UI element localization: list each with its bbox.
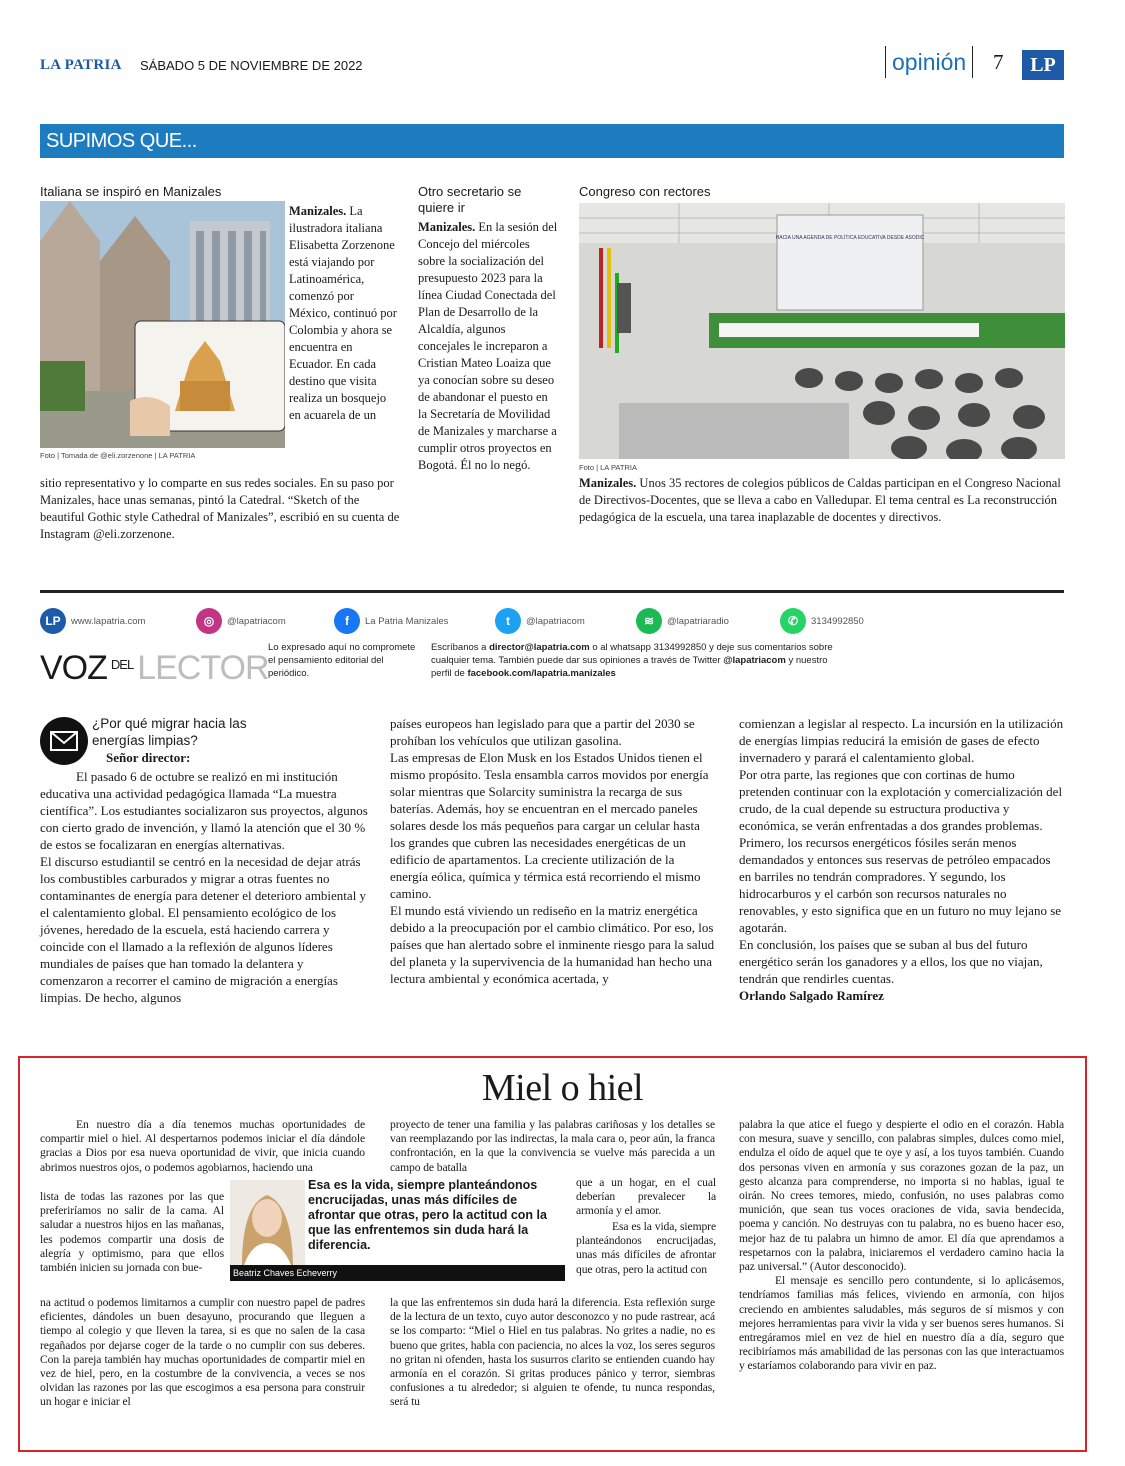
item1-lead: Manizales. [289, 204, 347, 218]
letter-paragraph: El pasado 6 de octubre se realizó en mi institución educativa una actividad pedagógica llamada “La muestra científica”. Los estudiantes socializaron sus proyectos, algunos con cierto grado de invención, y llamó la atención que el 30 % de estos se focalizaran en energías alternativas. [40, 769, 368, 852]
item2-lead: Manizales. [418, 220, 476, 234]
author-name: Beatriz Chaves Echeverry [230, 1265, 565, 1281]
contact-twitter[interactable]: @lapatriacom [723, 655, 786, 666]
social-label: @lapatriacom [526, 615, 585, 627]
voz-disclaimer: Lo expresado aquí no compromete el pensamiento editorial del periódico. [268, 642, 416, 679]
item2-text: En la sesión del Concejo del miércoles sobre la socialización del presupuesto 2023 para la línea Ciudad Conectada del Plan de Desarrollo de la Alcaldía, algunos concejales le increparon a Cristian Mateo Loaiza que ya conocían sobre su deseo de abandonar el puesto en la Secretaría de Movilidad de Manizales y marcharse a cumplir otros proyectos en Bogotá. Él no lo negó. [418, 220, 558, 472]
social-spotify[interactable] [636, 608, 729, 634]
social-label: La Patria Manizales [365, 615, 449, 627]
pull-quote: Esa es la vida, siempre planteándonos encrucijadas, unas más difíciles de afrontar que otras, pero la actitud con la que las enfrentemos sin duda hará la diferencia. [308, 1178, 547, 1252]
letter-paragraph: países europeos han legislado para que a partir del 2030 se prohíban los vehículos que utilizan gasolina. [390, 716, 695, 748]
supimos-banner: SUPIMOS QUE... [40, 124, 1064, 158]
twitter-icon: t [495, 608, 521, 634]
item3-photo-credit: Foto | LA PATRIA [579, 463, 637, 472]
page-number: 7 [993, 50, 1004, 74]
social-whatsapp[interactable] [780, 608, 864, 634]
social-facebook[interactable] [334, 608, 448, 634]
envelope-icon [40, 717, 88, 765]
contact-email[interactable]: director@lapatria.com [489, 642, 590, 653]
column-text: El mensaje es sencillo pero contundente, si lo aplicásemos, tendríamos familias más felices, viviendo en armonía, con hijos creciendo en ambientes saludables, más seguros de sí mismos y con mejores herramientas para vivir la vida y ser buenos seres humanos. Si entregáramos miel en vez de hiel en nuestro día a día, seguro que recibiríamos más amabilidad de las personas con las que interactuamos y estaríamos colaborando para vivir en paz. [739, 1274, 1064, 1373]
congress-photo [579, 203, 1065, 459]
column-text: na actitud o podemos limitarnos a cumplir con nuestro papel de padres eficientes, dándoles un buen desayuno, procurando que lleguen a tiempo al colegio y que lleven la tarea, si es que no salen de la casa regañados por dejarse coger de la tarde o no cumplir con sus deberes. Con la pareja también hay muchas oportunidades de compartir miel en vez de hiel, pero, en la costumbre de la convivencia, a veces se nos olvidan las razones por las que escogimos a esa persona para construir un hogar e iniciar el [40, 1296, 365, 1409]
item2-title: Otro secretario se quiere ir [418, 184, 522, 215]
column-text: En nuestro día a día tenemos muchas oportunidades de compartir miel o hiel. Al despertarnos podemos iniciar el día dándole gracias a Dios por esa nueva oportunidad de vivir, que inicia cuando abrimos nuestros ojos, o podemos agobiarnos, haciendo una [40, 1118, 365, 1174]
column-text: proyecto de tener una familia y las palabras cariñosas y los detalles se van reemplazando por las indirectas, la mala cara o, peor aún, la franca confrontación, en la que la convivencia se vuelve más parecida a un campo de batalla [390, 1118, 715, 1174]
letter-title: ¿Por qué migrar hacia las energías limpias? [92, 716, 247, 748]
column-text: la que las enfrentemos sin duda hará la diferencia. Esta reflexión surge de la lectura de un texto, cuyo autor desconozco y no pude rastrear, acá se los comparto: “Miel o Hiel en tus palabras. No grites a nadie, no es bueno que grites, habla con paciencia, no alces la voz, los seres seguros no gritan ni ofenden, hasta los susurros clarito se entienden cuando hay armonía en el corazón. Si gritas produces pánico y terror, siembras confusiones a tu alrededor; si alguien te ofende, tu nunca respondas, será tu [390, 1296, 715, 1409]
voz-contact [431, 641, 841, 680]
item1-text-wide: sitio representativo y lo comparte en sus redes sociales. En su paso por Manizales, hace unas semanas, pintó la Catedral. “Sketch of the beautiful Gothic style Cathedral of Manizales”, escribió en su cuenta de Instagram @eli.zorzenone. [40, 476, 400, 541]
contact-facebook[interactable]: facebook.com/lapatria.manizales [467, 668, 616, 679]
item3-lead: Manizales. [579, 476, 637, 490]
social-label: 3134992850 [811, 615, 864, 627]
column-title: Miel o hiel [481, 1067, 644, 1109]
del-word: DEL [110, 657, 134, 672]
facebook-icon: f [334, 608, 360, 634]
contact-text: o al whatsapp 3134992850 y deje sus comentarios sobre cualquier tema. También puede dar sus opiniones a través de Twitter [431, 642, 833, 666]
social-instagram[interactable] [196, 608, 286, 634]
whatsapp-icon: ✆ [780, 608, 806, 634]
column-text: Esa es la vida, siempre planteándonos encrucijadas, unas más difíciles de afrontar que otras, pero la actitud con [576, 1220, 716, 1276]
letter-paragraph: El mundo está viviendo un rediseño en la matriz energética debido a la preocupación por el cambio climático. Por eso, los países que han alertado sobre el inminente riesgo para la salud del planeta y la supervivencia de la humanidad han hecho una lectura ambiental y económica acertada, y [390, 903, 715, 986]
letter-salutation: Señor director: [106, 750, 191, 765]
item3-text: Unos 35 rectores de colegios públicos de Caldas participan en el Congreso Nacional de Directivos-Docentes, que se lleva a cabo en Valledupar. El tema central es La reconstrucción pedagógica de la escuela, una tarea inaplazable de docentes y directivos. [579, 476, 1061, 524]
item3-title: Congreso con rectores [579, 184, 711, 199]
issue-date: SÁBADO 5 DE NOVIEMBRE DE 2022 [140, 58, 363, 73]
social-label: www.lapatria.com [71, 615, 146, 627]
social-label: @lapatriaradio [667, 615, 729, 627]
lp-icon: LP [40, 608, 66, 634]
column-text: que a un hogar, en el cual deberían prevalecer la armonía y el amor. [576, 1176, 716, 1218]
section-name: opinión [885, 46, 973, 78]
contact-text: y nuestro perfil de [431, 655, 828, 679]
letter-paragraph: Las empresas de Elon Musk en los Estados Unidos tienen el mismo propósito. Tesla ensambla carros movidos por energía solar mientras que Solarcity suministra la recarga de sus baterías. Además, hoy se encuentran en el mercado paneles solares desde los más pequeños para cargar un celular hasta los grandes que cubren las necesidades energéticas de un edificio de apartamentos. La creciente utilización de la energía eólica, química y térmica está recorriendo el mismo camino. [390, 750, 709, 901]
voz-word: VOZ [40, 649, 107, 687]
voz-del-lector-logo [40, 646, 269, 687]
section-divider [40, 590, 1064, 593]
column-text: lista de todas las razones por las que preferiríamos no salir de la cama. Al saludar a nuestros hijos en las mañanas, les podemos compartir una dosis de alegría y optimismo, para que ellos también inicien su jornada con bue- [40, 1190, 224, 1275]
cathedral-sketch-photo [40, 201, 285, 448]
letter-paragraph: comienzan a legislar al respecto. La incursión en la utilización de energías limpias reducirá la emisión de gases de efecto invernadero y parará el calentamiento global. [739, 716, 1064, 765]
letter-paragraph: En conclusión, los países que se suban al bus del futuro energético serán los ganadores y a ellos, los que no viajan, tendrán que rendirles cuentas. [739, 937, 1043, 986]
spotify-icon: ≋ [636, 608, 662, 634]
letter-paragraph: Por otra parte, las regiones que con cortinas de humo pretenden continuar con la explotación y comercialización del crudo, de la cual depende su estructura productiva y económica, se verán enfrentadas a dos grandes problemas. Primero, los recursos energéticos fósiles serán menos demandados y entonces sus reservas de petróleo empacados en barriles no tendrán compradores. Y segundo, los hidrocarburos y el carbón son recursos naturales no renovables, y esto significa que en un futuro no muy lejano se agotarán. [739, 767, 1063, 935]
item1-title: Italiana se inspiró en Manizales [40, 184, 222, 199]
letter-signature: Orlando Salgado Ramírez [739, 988, 884, 1003]
social-website[interactable] [40, 608, 145, 634]
social-twitter[interactable] [495, 608, 585, 634]
item1-photo-credit: Foto | Tomada de @eli.zorzenone | LA PATRIA [40, 451, 196, 460]
masthead-brand: LA PATRIA [40, 57, 122, 73]
item1-text-narrow: La ilustradora italiana Elisabetta Zorzenone está viajando por Latinoamérica, comenzó por México, continuó por Colombia y ahora se encuentra en Ecuador. En cada destino que visita realiza un bosquejo en acuarela de un [289, 204, 397, 422]
social-label: @lapatriacom [227, 615, 286, 627]
column-text: palabra la que atice el fuego y despierte el odio en el corazón. Habla con mesura, suave y sencillo, con palabras simples, dulces como miel, endulza el oído de aquel que te oye y así, a los tuyos también. Cuando dos personas viven en armonía y sus corazones gozan de la paz, un gesto alcanza para comprenderse, no importa si no hablas, igual te oirán. No crees temores, miedo, confusión, no uses palabras como munición, que sean tus voces oraciones de vida, savia bendecida, poema y canción. No destruyas con tu palabra, no es bueno hacer eso, mejor haz de tu palabra un himno de amor. El día que aprendamos a respetarnos con la palabra, iniciaremos el verdadero camino hacia la paz universal.” (Autor desconocido). [739, 1118, 1064, 1274]
instagram-icon: ◎ [196, 608, 222, 634]
contact-text: Escríbanos a [431, 642, 487, 653]
author-photo [230, 1180, 305, 1265]
screen-title: HACIA UNA AGENDA DE POLÍTICA EDUCATIVA DESDE ASODIC [775, 235, 925, 241]
lector-word: LECTOR [137, 649, 269, 687]
lp-logo: LP [1022, 50, 1064, 80]
letter-paragraph: El discurso estudiantil se centró en la necesidad de dejar atrás los combustibles carburados y migrar a otras fuentes no contaminantes de energía para detener el deterioro ambiental y el calentamiento global. El pensamiento ecológico de los jóvenes, heredado de la escuela, está haciendo carrera y coincide con el llamado a la reflexión de algunos líderes mundiales de países que han tomado la delantera y comenzaron a recorrer el camino de migración a energías limpias. De hecho, algunos [40, 854, 367, 1005]
